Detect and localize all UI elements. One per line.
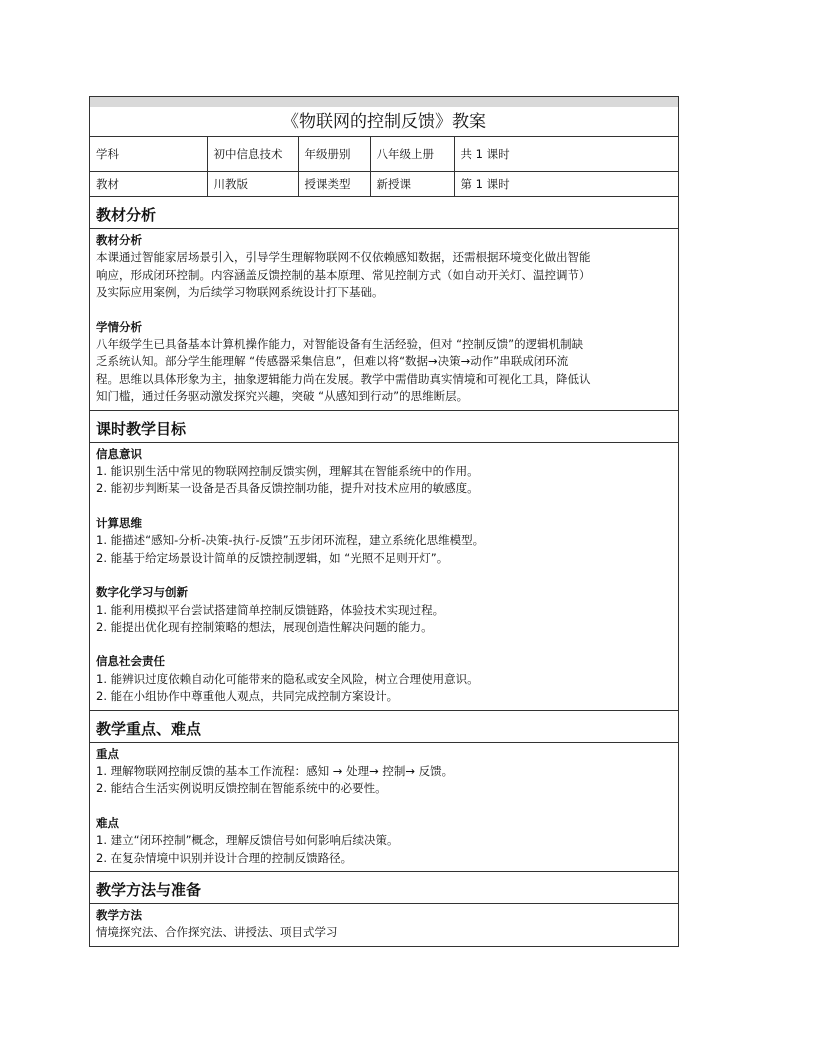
difficulty-item: 2. 在复杂情境中识别并设计合理的控制反馈路径。 — [96, 850, 353, 865]
difficulty-title: 难点 — [96, 815, 119, 830]
objective-group-title: 信息社会责任 — [96, 654, 165, 669]
objective-item: 1. 能识别生活中常见的物联网控制反馈实例，理解其在智能系统中的作用。 — [96, 464, 479, 479]
objective-item: 2. 能在小组协作中尊重他人观点，共同完成控制方案设计。 — [96, 689, 399, 704]
paragraph-line: 程。思维以具体形象为主，抽象逻辑能力尚在发展。教学中需借助真实情境和可视化工具，降低认 — [96, 371, 591, 386]
objectives-heading: 课时教学目标 — [90, 411, 678, 443]
info-row — [90, 172, 678, 197]
grade-value: 八年级上册 — [370, 137, 454, 172]
objective-group-title: 信息意识 — [96, 446, 142, 461]
objectives-section — [90, 411, 678, 711]
paragraph-line: 乏系统认知。部分学生能理解 “传感器采集信息”，但难以将“数据→决策→动作”串联成闭环流 — [96, 354, 569, 369]
analysis-body — [90, 229, 678, 410]
objective-item: 1. 能辨识过度依赖自动化可能带来的隐私或安全风险，树立合理使用意识。 — [96, 671, 479, 686]
objective-item: 2. 能初步判断某一设备是否具备反馈控制功能，提升对技术应用的敏感度。 — [96, 481, 479, 496]
subject-value: 初中信息技术 — [207, 137, 298, 172]
subject-label: 学科 — [90, 137, 207, 172]
focus-item: 2. 能结合生活实例说明反馈控制在智能系统中的必要性。 — [96, 781, 387, 796]
objective-item: 1. 能描述“感知-分析-决策-执行-反馈”五步闭环流程，建立系统化思维模型。 — [96, 533, 485, 548]
type-value: 新授课 — [370, 172, 454, 197]
info-row — [90, 137, 678, 172]
textbook-label: 教材 — [90, 172, 207, 197]
keypoints-body — [90, 743, 678, 871]
method-text: 情境探究法、合作探究法、讲授法、项目式学习 — [96, 925, 338, 940]
info-table — [90, 137, 678, 197]
paragraph-line: 本课通过智能家居场景引入，引导学生理解物联网不仅依赖感知数据，还需根据环境变化做出智能 — [96, 250, 591, 265]
objectives-body — [90, 443, 678, 710]
paragraph-line: 八年级学生已具备基本计算机操作能力，对智能设备有生活经验，但对 “控制反馈”的逻辑机制缺 — [96, 337, 584, 352]
student-analysis-title: 学情分析 — [96, 319, 142, 334]
methods-heading: 教学方法与准备 — [90, 872, 678, 904]
keypoints-heading: 教学重点、难点 — [90, 711, 678, 743]
objective-group-title: 计算思维 — [96, 515, 142, 530]
type-label: 授课类型 — [298, 172, 370, 197]
paragraph-line: 及实际应用案例，为后续学习物联网系统设计打下基础。 — [96, 285, 384, 300]
lesson-plan-document — [89, 96, 679, 947]
method-title: 教学方法 — [96, 907, 142, 922]
objective-group-title: 数字化学习与创新 — [96, 585, 188, 600]
analysis-heading: 教材分析 — [90, 197, 678, 229]
keypoints-section — [90, 711, 678, 872]
focus-item: 1. 理解物联网控制反馈的基本工作流程：感知 → 处理→ 控制→ 反馈。 — [96, 763, 454, 778]
lesson-number: 第 1 课时 — [454, 172, 678, 197]
methods-body — [90, 904, 678, 946]
objective-item: 1. 能利用模拟平台尝试搭建简单控制反馈链路，体验技术实现过程。 — [96, 602, 445, 617]
paragraph-line: 知门槛，通过任务驱动激发探究兴趣，突破 “从感知到行动”的思维断层。 — [96, 389, 469, 404]
analysis-section — [90, 197, 678, 411]
difficulty-item: 1. 建立“闭环控制”概念，理解反馈信号如何影响后续决策。 — [96, 833, 399, 848]
document-title-bar — [90, 97, 678, 137]
material-analysis-title: 教材分析 — [96, 233, 142, 247]
focus-title: 重点 — [96, 746, 119, 761]
textbook-value: 川教版 — [207, 172, 298, 197]
document-title: 《物联网的控制反馈》教案 — [282, 112, 486, 132]
grade-label: 年级册别 — [298, 137, 370, 172]
total-hours: 共 1 课时 — [454, 137, 678, 172]
objective-item: 2. 能基于给定场景设计简单的反馈控制逻辑，如 “光照不足则开灯”。 — [96, 550, 449, 565]
objective-item: 2. 能提出优化现有控制策略的想法，展现创造性解决问题的能力。 — [96, 619, 433, 634]
methods-section — [90, 872, 678, 946]
paragraph-line: 响应，形成闭环控制。内容涵盖反馈控制的基本原理、常见控制方式（如自动开关灯、温控调节） — [96, 267, 591, 282]
